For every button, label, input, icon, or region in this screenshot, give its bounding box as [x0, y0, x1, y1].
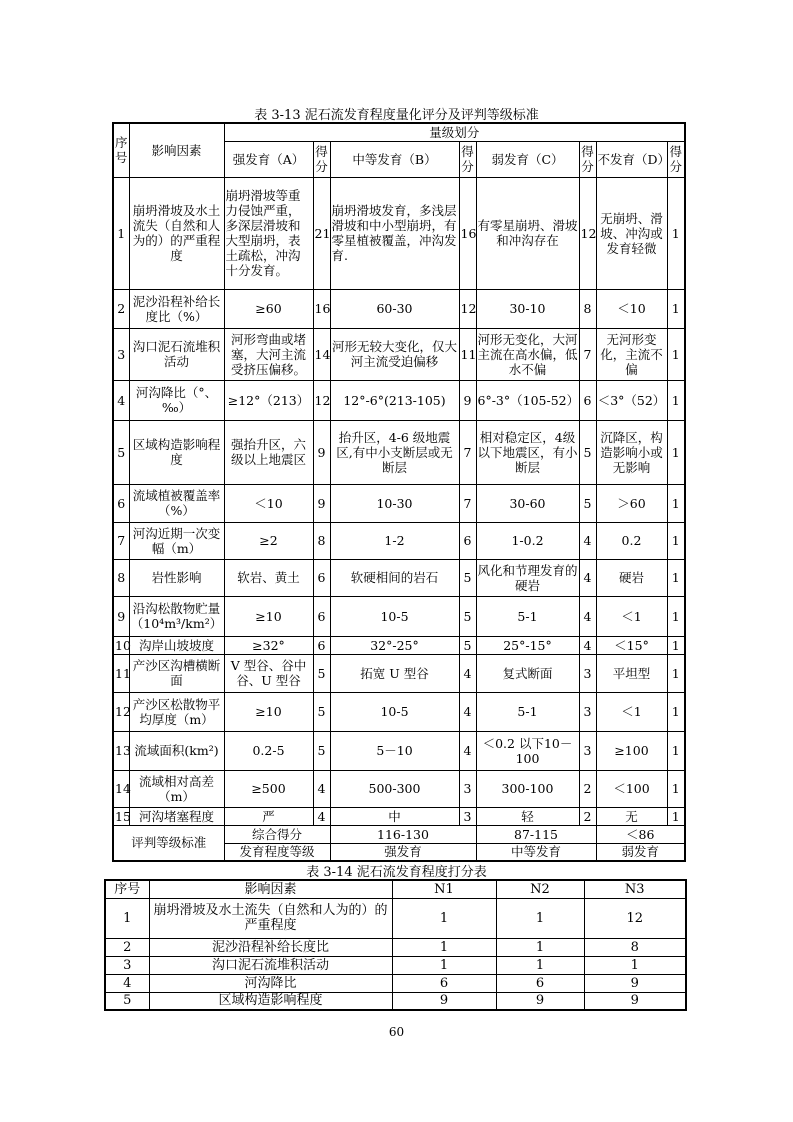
cell-weak: 1-0.2: [476, 522, 579, 559]
cell-none-score: 1: [667, 636, 685, 654]
cell-weak: 有零星崩坍、滑坡和冲沟存在: [476, 177, 579, 289]
cell-n3: 9: [584, 974, 686, 992]
cell-medium-score: 5: [459, 596, 476, 636]
cell-factor: 崩坍滑坡及水土流失（自然和人为的）的严重程度: [129, 177, 224, 289]
cell-strong: 软岩、黄土: [224, 559, 313, 596]
header-weak: 弱发育（C）: [476, 141, 579, 177]
table-row: [113, 807, 685, 825]
page-number: 60: [388, 1025, 405, 1039]
cell-n1: 1: [392, 898, 496, 938]
table-row: [113, 559, 685, 596]
cell-strong-score: 9: [313, 484, 330, 522]
cell-none-score: 1: [667, 692, 685, 731]
cell-none: 无崩坍、滑坡、冲沟或发育轻微: [596, 177, 667, 289]
cell-strong-score: 5: [313, 654, 330, 692]
cell-weak-score: 2: [579, 770, 596, 807]
cell-medium-score: 3: [459, 770, 476, 807]
criteria-level-label: 发育程度等级: [224, 843, 330, 861]
cell-strong: ≥32°: [224, 636, 313, 654]
cell-n3: 9: [584, 992, 686, 1010]
cell-weak-score: 4: [579, 636, 596, 654]
cell-factor: 沟口泥石流堆积活动: [149, 956, 392, 974]
cell-weak-score: 8: [579, 289, 596, 328]
cell-factor: 沟岸山坡坡度: [129, 636, 224, 654]
cell-strong: 严: [224, 807, 313, 825]
cell-factor: 河沟堵塞程度: [129, 807, 224, 825]
cell-medium-score: 11: [459, 328, 476, 380]
cell-medium: 10-30: [330, 484, 459, 522]
table-row: [105, 938, 686, 956]
table-row: [113, 636, 685, 654]
cell-strong-score: 8: [313, 522, 330, 559]
header-factor: 影响因素: [129, 123, 224, 177]
cell-none-score: 1: [667, 177, 685, 289]
cell-seq: 9: [113, 596, 129, 636]
cell-factor: 区域构造影响程度: [129, 420, 224, 484]
cell-none-score: 1: [667, 559, 685, 596]
cell-weak-score: 5: [579, 484, 596, 522]
cell-factor: 岩性影响: [129, 559, 224, 596]
cell-none: 平坦型: [596, 654, 667, 692]
cell-factor: 泥沙沿程补给长度比（%）: [129, 289, 224, 328]
cell-strong: ≥10: [224, 596, 313, 636]
cell-none: ＜1: [596, 692, 667, 731]
cell-medium-score: 7: [459, 420, 476, 484]
cell-seq: 5: [105, 992, 149, 1010]
cell-factor: 泥沙沿程补给长度比: [149, 938, 392, 956]
header-n3: N3: [584, 880, 686, 898]
cell-weak: 轻: [476, 807, 579, 825]
cell-medium-score: 4: [459, 654, 476, 692]
table-row: [113, 328, 685, 380]
cell-medium-score: 12: [459, 289, 476, 328]
cell-n2: 1: [496, 898, 584, 938]
cell-weak-score: 3: [579, 731, 596, 770]
cell-n2: 9: [496, 992, 584, 1010]
score-table: [104, 879, 687, 1011]
criteria-weak-score: ＜86: [596, 825, 685, 843]
criteria-weak-level: 弱发育: [596, 843, 685, 861]
cell-weak-score: 2: [579, 807, 596, 825]
table-row: [113, 289, 685, 328]
cell-none-score: 1: [667, 289, 685, 328]
cell-none-score: 1: [667, 380, 685, 420]
cell-strong-score: 4: [313, 807, 330, 825]
cell-medium: 崩坍滑坡发育，多浅层滑坡和中小型崩坍，有零星植被覆盖，冲沟发育.: [330, 177, 459, 289]
cell-factor: 河沟降比（°、‰）: [129, 380, 224, 420]
cell-weak: 河形无变化，大河主流在高水偏，低水不偏: [476, 328, 579, 380]
header-n2: N2: [496, 880, 584, 898]
cell-none: ＜3°（52）: [596, 380, 667, 420]
cell-n1: 6: [392, 974, 496, 992]
header-score: 得分: [579, 141, 596, 177]
cell-weak: 30-10: [476, 289, 579, 328]
header-n1: N1: [392, 880, 496, 898]
cell-seq: 3: [105, 956, 149, 974]
cell-seq: 13: [113, 731, 129, 770]
cell-none: ＜1: [596, 596, 667, 636]
cell-strong: ≥10: [224, 692, 313, 731]
cell-n2: 1: [496, 938, 584, 956]
cell-factor: 河沟降比: [149, 974, 392, 992]
cell-strong-score: 5: [313, 692, 330, 731]
cell-seq: 8: [113, 559, 129, 596]
header-score: 得分: [667, 141, 685, 177]
cell-weak-score: 5: [579, 420, 596, 484]
cell-medium: 500-300: [330, 770, 459, 807]
cell-n3: 1: [584, 956, 686, 974]
table-row: [105, 956, 686, 974]
cell-weak: 复式断面: [476, 654, 579, 692]
cell-seq: 2: [105, 938, 149, 956]
cell-medium-score: 5: [459, 636, 476, 654]
cell-strong-score: 5: [313, 731, 330, 770]
cell-weak-score: 12: [579, 177, 596, 289]
cell-strong: 0.2-5: [224, 731, 313, 770]
header-factor: 影响因素: [149, 880, 392, 898]
table-row: [113, 522, 685, 559]
cell-n1: 1: [392, 956, 496, 974]
cell-medium: 1-2: [330, 522, 459, 559]
cell-none: 无: [596, 807, 667, 825]
table-row: [105, 898, 686, 938]
cell-medium: 抬升区，4-6 级地震区,有中小支断层或无断层: [330, 420, 459, 484]
cell-none: ＜10: [596, 289, 667, 328]
cell-none-score: 1: [667, 420, 685, 484]
cell-none-score: 1: [667, 522, 685, 559]
cell-seq: 1: [113, 177, 129, 289]
cell-weak: 5-1: [476, 692, 579, 731]
cell-strong: ≥12°（213）: [224, 380, 313, 420]
criteria-medium-level: 中等发育: [476, 843, 596, 861]
cell-medium: 拓宽 U 型谷: [330, 654, 459, 692]
cell-strong-score: 6: [313, 596, 330, 636]
cell-weak: 相对稳定区，4级以下地震区，有小断层: [476, 420, 579, 484]
header-none: 不发育（D）: [596, 141, 667, 177]
cell-factor: 流域面积(km²): [129, 731, 224, 770]
cell-strong-score: 6: [313, 636, 330, 654]
cell-strong: ≥500: [224, 770, 313, 807]
table-caption: 表 3-14 泥石流发育程度打分表: [306, 865, 487, 880]
cell-factor: 区域构造影响程度: [149, 992, 392, 1010]
cell-none: 0.2: [596, 522, 667, 559]
grading-table: [112, 122, 686, 862]
cell-weak-score: 4: [579, 522, 596, 559]
criteria-medium-score: 87-115: [476, 825, 596, 843]
cell-weak: 30-60: [476, 484, 579, 522]
cell-strong: ≥60: [224, 289, 313, 328]
cell-seq: 5: [113, 420, 129, 484]
cell-medium-score: 4: [459, 692, 476, 731]
cell-medium: 5－10: [330, 731, 459, 770]
criteria-total-label: 综合得分: [224, 825, 330, 843]
cell-weak-score: 7: [579, 328, 596, 380]
table-row: [113, 654, 685, 692]
cell-weak-score: 4: [579, 559, 596, 596]
cell-strong: V 型谷、谷中谷、U 型谷: [224, 654, 313, 692]
cell-strong-score: 4: [313, 770, 330, 807]
cell-weak: ＜0.2 以下10－100: [476, 731, 579, 770]
cell-weak: 25°-15°: [476, 636, 579, 654]
table-row: [113, 380, 685, 420]
cell-strong-score: 6: [313, 559, 330, 596]
cell-strong: 河形弯曲或堵塞，大河主流受挤压偏移。: [224, 328, 313, 380]
criteria-label: 评判等级标准: [113, 825, 224, 861]
cell-medium: 10-5: [330, 596, 459, 636]
cell-medium: 中: [330, 807, 459, 825]
table-row: [113, 177, 685, 289]
cell-n2: 1: [496, 956, 584, 974]
cell-n1: 9: [392, 992, 496, 1010]
cell-seq: 12: [113, 692, 129, 731]
cell-medium: 10-5: [330, 692, 459, 731]
cell-seq: 4: [105, 974, 149, 992]
cell-seq: 2: [113, 289, 129, 328]
cell-weak-score: 3: [579, 692, 596, 731]
table-row: [113, 731, 685, 770]
header-seq: 序号: [105, 880, 149, 898]
cell-medium: 60-30: [330, 289, 459, 328]
table-row: [113, 692, 685, 731]
cell-none: ＜100: [596, 770, 667, 807]
header-strong: 强发育（A）: [224, 141, 313, 177]
table-caption: 表 3-13 泥石流发育程度量化评分及评判等级标准: [254, 108, 539, 123]
table-row: [113, 770, 685, 807]
cell-none-score: 1: [667, 654, 685, 692]
cell-none-score: 1: [667, 807, 685, 825]
cell-factor: 崩坍滑坡及水土流失（自然和人为的）的严重程度: [149, 898, 392, 938]
cell-seq: 6: [113, 484, 129, 522]
cell-medium-score: 5: [459, 559, 476, 596]
cell-weak-score: 6: [579, 380, 596, 420]
cell-factor: 河沟近期一次变幅（m）: [129, 522, 224, 559]
cell-n3: 8: [584, 938, 686, 956]
cell-none: 无河形变化，主流不偏: [596, 328, 667, 380]
cell-seq: 3: [113, 328, 129, 380]
cell-medium-score: 3: [459, 807, 476, 825]
cell-none: ＞60: [596, 484, 667, 522]
cell-none-score: 1: [667, 596, 685, 636]
header-score: 得分: [313, 141, 330, 177]
cell-medium-score: 7: [459, 484, 476, 522]
cell-strong: 强抬升区，六级以上地震区: [224, 420, 313, 484]
cell-seq: 15: [115, 808, 131, 824]
cell-seq: 11: [113, 654, 129, 692]
cell-none: ＜15°: [596, 636, 667, 654]
cell-seq: 7: [113, 522, 129, 559]
header-score: 得分: [459, 141, 476, 177]
cell-none: 硬岩: [596, 559, 667, 596]
header-medium: 中等发育（B）: [330, 141, 459, 177]
cell-n3: 12: [584, 898, 686, 938]
cell-seq: 10: [115, 637, 131, 653]
cell-medium-score: 4: [459, 731, 476, 770]
cell-weak: 5-1: [476, 596, 579, 636]
header-seq: 序号: [113, 123, 129, 177]
cell-none: ≥100: [596, 731, 667, 770]
cell-strong: ＜10: [224, 484, 313, 522]
cell-strong: 崩坍滑坡等重力侵蚀严重，多深层滑坡和大型崩坍，表土疏松，冲沟十分发育。: [224, 177, 313, 289]
cell-medium: 32°-25°: [330, 636, 459, 654]
cell-strong-score: 12: [313, 380, 330, 420]
table-row: [113, 484, 685, 522]
cell-factor: 产沙区沟槽横断面: [129, 654, 224, 692]
cell-none-score: 1: [667, 731, 685, 770]
cell-weak-score: 3: [579, 654, 596, 692]
cell-n2: 6: [496, 974, 584, 992]
cell-medium-score: 16: [459, 177, 476, 289]
cell-strong-score: 16: [313, 289, 330, 328]
table-row: [105, 974, 686, 992]
cell-factor: 沟口泥石流堆积活动: [129, 328, 224, 380]
table-row: [105, 992, 686, 1010]
cell-weak: 300-100: [476, 770, 579, 807]
cell-seq: 4: [113, 380, 129, 420]
header-grade-division: 量级划分: [224, 123, 685, 141]
cell-medium-score: 6: [459, 522, 476, 559]
cell-factor: 沿沟松散物贮量（10⁴m³/km²）: [129, 596, 224, 636]
table-row: [113, 596, 685, 636]
cell-weak: 风化和节理发育的硬岩: [476, 559, 579, 596]
cell-medium: 软硬相间的岩石: [330, 559, 459, 596]
cell-none-score: 1: [667, 328, 685, 380]
cell-strong-score: 21: [313, 177, 330, 289]
cell-weak: 6°-3°（105-52）: [476, 380, 579, 420]
cell-factor: 流域相对高差（m）: [129, 770, 224, 807]
cell-none: 沉降区，构造影响小或无影响: [596, 420, 667, 484]
cell-factor: 流域植被覆盖率（%）: [129, 484, 224, 522]
cell-medium: 河形无较大变化，仅大河主流受迫偏移: [330, 328, 459, 380]
cell-strong-score: 14: [313, 328, 330, 380]
cell-medium: 12°-6°(213-105): [330, 380, 459, 420]
cell-strong: ≥2: [224, 522, 313, 559]
cell-weak-score: 4: [579, 596, 596, 636]
cell-factor: 产沙区松散物平均厚度（m）: [129, 692, 224, 731]
criteria-strong-score: 116-130: [330, 825, 476, 843]
cell-seq: 14: [113, 770, 129, 807]
cell-none-score: 1: [667, 484, 685, 522]
criteria-strong-level: 强发育: [330, 843, 476, 861]
cell-n1: 1: [392, 938, 496, 956]
cell-none-score: 1: [667, 770, 685, 807]
table-row: [113, 420, 685, 484]
cell-seq: 1: [105, 898, 149, 938]
cell-medium-score: 9: [459, 380, 476, 420]
cell-strong-score: 9: [313, 420, 330, 484]
